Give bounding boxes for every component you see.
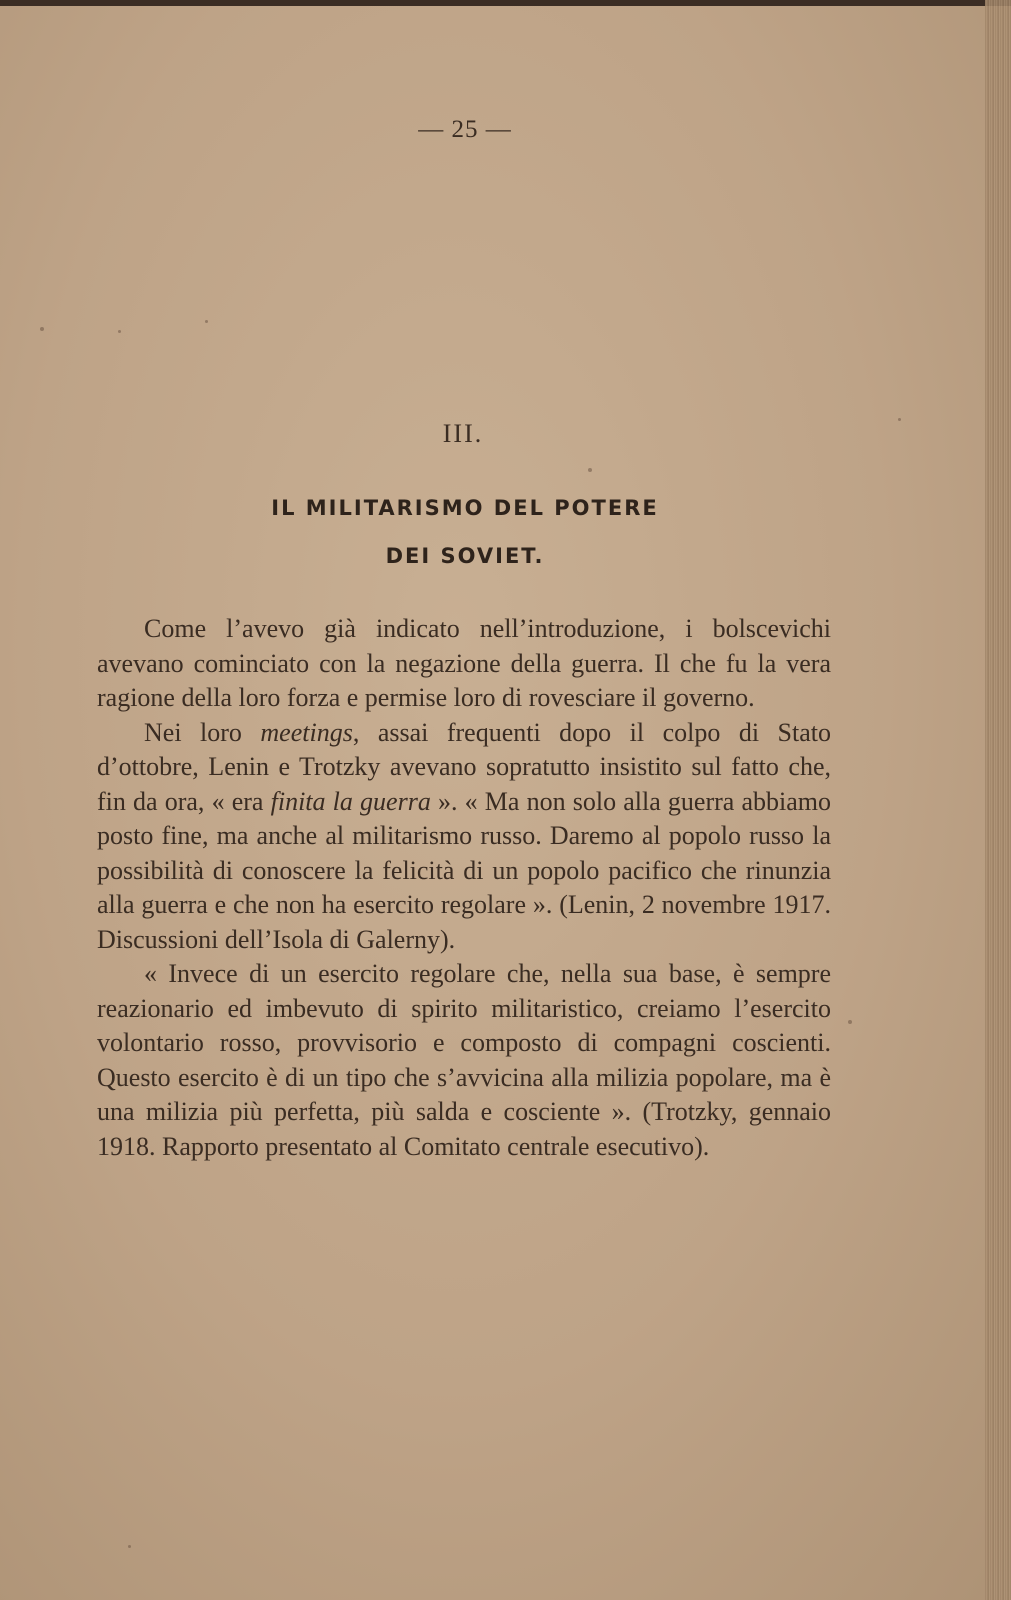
paragraph-1: Come l’avevo già indicato nell’introduzione, i bolscevichi avevano cominciato con la negazione della guerra. Il che fu la vera ragione della loro forza e permise loro di rovesciare il governo.: [97, 614, 831, 712]
chapter-title-line-1: IL MILITARISMO DEL POTERE: [271, 496, 659, 520]
paragraph-2-part-2: , assai frequenti dopo il colpo di Stato d’ottobre, Lenin e Trotzky avevano sopratutto insistito sul fatto che, fin da ora, « era: [97, 717, 832, 816]
paper-speck: [205, 320, 208, 323]
page-binding-edge: [985, 0, 1011, 1600]
paragraph-2: [97, 716, 831, 958]
chapter-title-line-2: DEI SOVIET.: [385, 544, 545, 568]
paragraph-3: « Invece di un esercito regolare che, nella sua base, è sempre reazionario ed imbevuto di spirito militaristico, creiamo l’esercito volontario rosso, provvisorio e composto di compagni coscienti. Questo esercito è di un tipo che s’avvicina alla milizia popolare, ma è una milizia più perfetta, più salda e cosciente ». (Trotzky, gennaio 1918. Rapporto presentato al Comitato centrale esecutivo).: [97, 959, 831, 1161]
paper-speck: [40, 327, 44, 331]
page-number: — 25 —: [418, 116, 512, 143]
body-text: [97, 612, 831, 1164]
paper-speck: [848, 1020, 852, 1024]
paper-speck: [128, 1545, 131, 1548]
italic-finita-la-guerra: finita la guerra: [270, 786, 431, 816]
chapter-number: III.: [442, 419, 484, 448]
paragraph-2-part-1: Nei loro: [144, 717, 261, 747]
page-top-edge: [0, 0, 1011, 6]
paragraph-2-part-3: ». « Ma non solo alla guerra abbiamo posto fine, ma anche al militarismo russo. Daremo al popolo russo la possibilità di conoscere la felicità di un popolo pacifico che rinunzia alla guerra e che non ha esercito regolare ». (Lenin, 2 novembre 1917. Discussioni dell’Isola di Galerny).: [97, 786, 831, 954]
paper-speck: [588, 468, 592, 472]
italic-meetings: meetings: [260, 717, 353, 747]
paper-speck: [118, 330, 121, 333]
